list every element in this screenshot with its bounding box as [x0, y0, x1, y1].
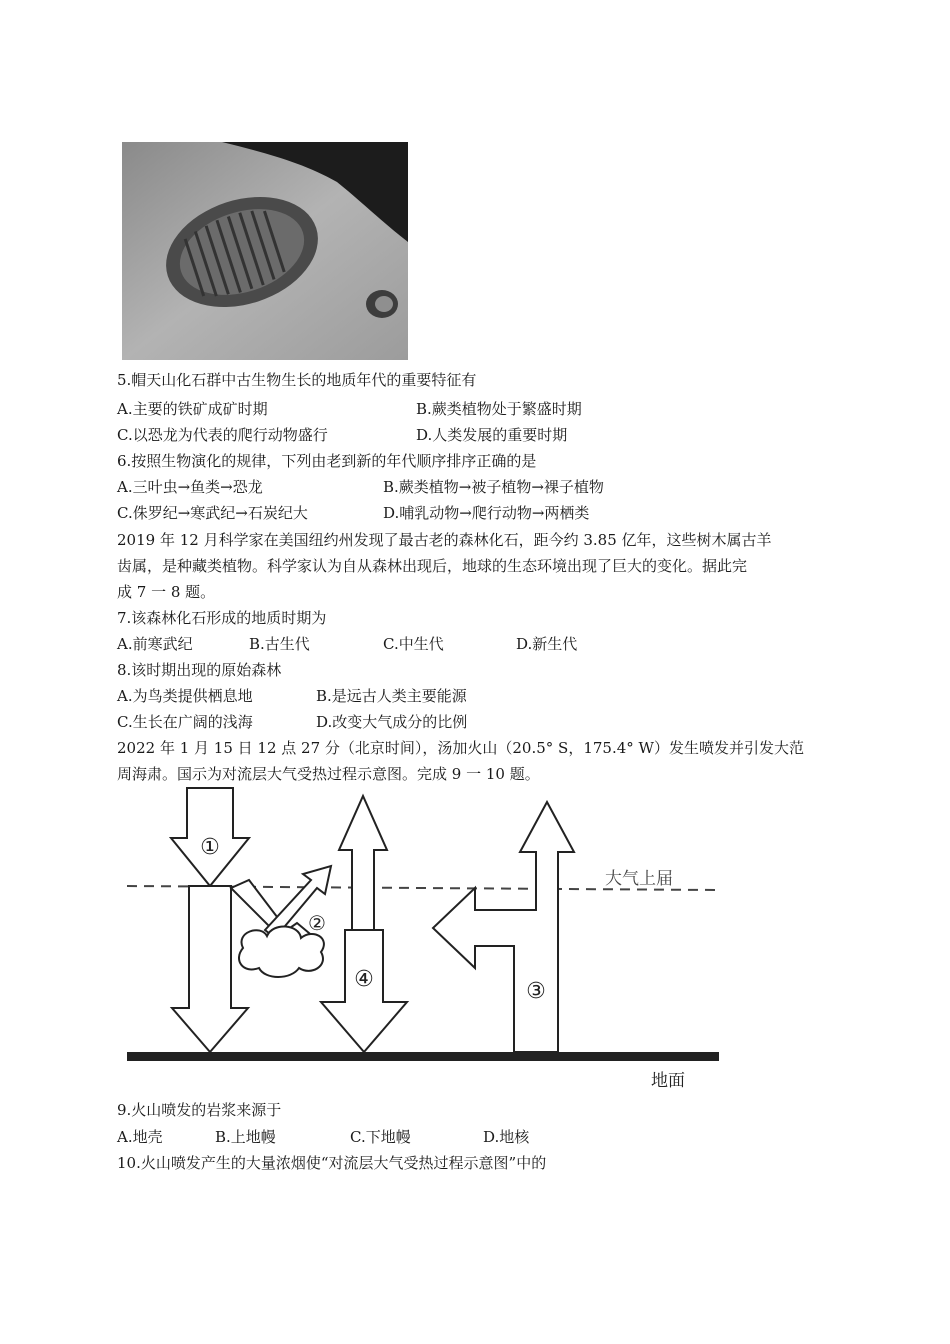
atmosphere-heating-diagram: [115, 780, 725, 1092]
q9-option-c: C.下地幔: [350, 1128, 411, 1146]
arrow-2-label: ②: [308, 911, 326, 935]
q5-option-c: C.以恐龙为代表的爬行动物盛行: [117, 426, 328, 444]
q7-option-c: C.中生代: [383, 635, 444, 653]
q5-option-b: B.蕨类植物处于繁盛时期: [416, 400, 582, 418]
passage-2-line-2: 周海肃。国示为对流层大气受热过程示意图。完成 9 一 10 题。: [117, 765, 540, 783]
q9-option-d: D.地核: [483, 1128, 530, 1146]
arrow-3-ground-radiation: [433, 802, 574, 1052]
passage-1-line-1: 2019 年 12 月科学家在美国纽约州发现了最古老的森林化石，距今约 3.85 亿年，这些树木属古羊: [117, 531, 772, 549]
passage-1-line-2: 齿属，是种藏类植物。科学家认为自从森林出现后，地球的生态环境出现了巨大的变化。据此完: [117, 557, 748, 575]
q6-option-a: A.三叶虫→鱼类→恐龙: [117, 478, 263, 496]
q6-option-d: D.哺乳动物→爬行动物→两栖类: [383, 504, 590, 522]
q8-option-a: A.为鸟类提供栖息地: [117, 687, 253, 705]
arrow-4-label: ④: [354, 967, 374, 992]
passage-1-line-3: 成 7 一 8 题。: [117, 583, 216, 601]
trilobite-fossil-photo: [122, 142, 408, 360]
question-9-stem: 9.火山喷发的岩浆来源于: [117, 1101, 282, 1119]
arrow-1-label: ①: [200, 835, 220, 860]
ground-label: 地面: [651, 1071, 685, 1091]
ground-bar: [127, 1052, 719, 1061]
q7-option-a: A.前寒武纪: [117, 635, 193, 653]
q7-option-b: B.古生代: [249, 635, 310, 653]
q6-option-c: C.侏罗纪→寒武纪→石炭纪大: [117, 504, 308, 522]
upper-atmosphere-label: 大气上届: [605, 869, 673, 889]
question-5-stem: 5.帽天山化石群中古生物生长的地质年代的重要特征有: [117, 371, 477, 389]
q5-option-a: A.主要的铁矿成矿时期: [117, 400, 268, 418]
q8-option-d: D.改变大气成分的比例: [316, 713, 468, 731]
question-10-stem: 10.火山喷发产生的大量浓烟使“对流层大气受热过程示意图”中的: [117, 1154, 547, 1172]
cloud-shape: [239, 926, 324, 977]
question-7-stem: 7.该森林化石形成的地质时期为: [117, 609, 327, 627]
question-8-stem: 8.该时期出现的原始森林: [117, 661, 282, 679]
arrow-3-label: ③: [526, 979, 546, 1004]
q6-option-b: B.蕨类植物→被子植物→裸子植物: [383, 478, 604, 496]
arrow-1-ground-arrow: [172, 886, 248, 1052]
question-6-stem: 6.按照生物演化的规律，下列由老到新的年代顺序排序正确的是: [117, 452, 537, 470]
passage-2-line-1: 2022 年 1 月 15 日 12 点 27 分（北京时间），汤加火山（20.5° S，175.4° W）发生喷发并引发大范: [117, 739, 804, 757]
q5-option-d: D.人类发展的重要时期: [416, 426, 568, 444]
q9-option-a: A.地壳: [117, 1128, 163, 1146]
arrow-4-upward: [339, 796, 387, 930]
q7-option-d: D.新生代: [516, 635, 578, 653]
q8-option-c: C.生长在广阔的浅海: [117, 713, 253, 731]
q9-option-b: B.上地幔: [215, 1128, 276, 1146]
q8-option-b: B.是远古人类主要能源: [316, 687, 467, 705]
